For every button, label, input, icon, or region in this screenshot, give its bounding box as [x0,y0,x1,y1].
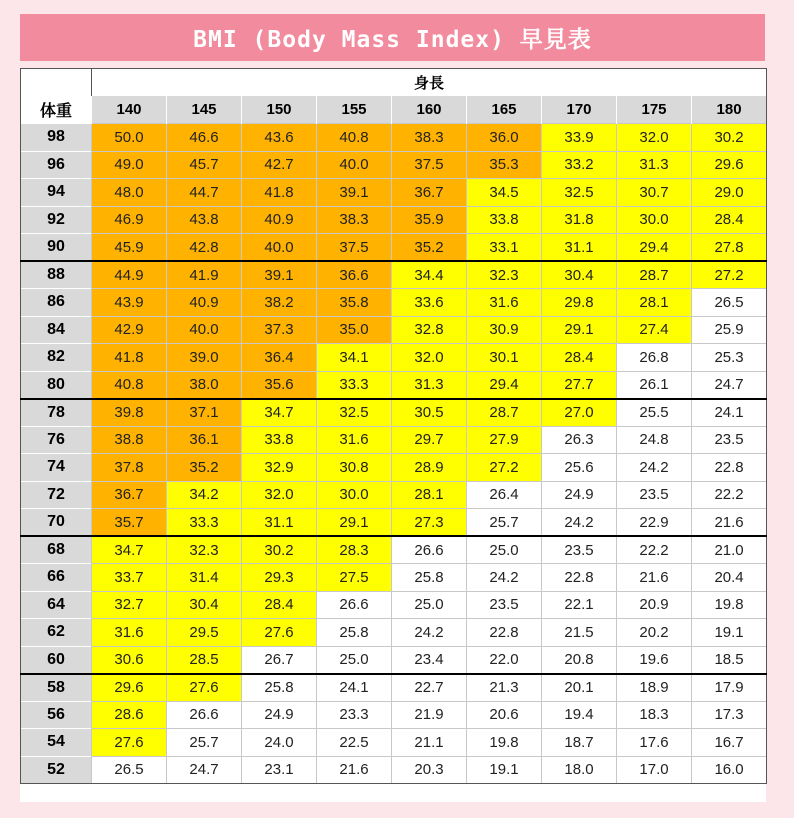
bmi-value-cell: 39.1 [242,261,317,289]
bmi-value-cell: 23.1 [242,756,317,784]
bmi-value-cell: 29.7 [392,426,467,454]
bmi-value-cell: 30.0 [317,481,392,509]
bmi-value-cell: 27.3 [392,509,467,537]
bmi-value-cell: 33.6 [392,289,467,317]
bmi-value-cell: 19.8 [467,729,542,757]
weight-header-cell: 58 [21,674,92,702]
bmi-value-cell: 41.8 [92,344,167,372]
bmi-value-cell: 38.2 [242,289,317,317]
bmi-value-cell: 20.2 [617,619,692,647]
table-row [21,701,767,729]
bmi-value-cell: 29.3 [242,564,317,592]
bmi-value-cell: 45.7 [167,151,242,179]
bmi-value-cell: 33.9 [542,124,617,152]
bmi-value-cell: 30.0 [617,206,692,234]
weight-header-cell: 68 [21,536,92,564]
bmi-value-cell: 24.2 [392,619,467,647]
bmi-value-cell: 18.9 [617,674,692,702]
bmi-value-cell: 23.5 [467,591,542,619]
bmi-value-cell: 28.4 [242,591,317,619]
weight-header-cell: 84 [21,316,92,344]
bmi-value-cell: 35.3 [467,151,542,179]
bmi-value-cell: 26.8 [617,344,692,372]
bmi-value-cell: 24.8 [617,426,692,454]
bmi-value-cell: 29.6 [692,151,767,179]
bmi-value-cell: 30.1 [467,344,542,372]
bmi-value-cell: 33.8 [242,426,317,454]
bmi-value-cell: 31.6 [317,426,392,454]
bmi-value-cell: 37.5 [392,151,467,179]
bmi-value-cell: 34.1 [317,344,392,372]
table-row [21,316,767,344]
weight-header-cell: 64 [21,591,92,619]
bmi-value-cell: 28.7 [467,399,542,427]
bmi-value-cell: 23.5 [542,536,617,564]
bmi-value-cell: 25.3 [692,344,767,372]
bmi-value-cell: 27.6 [92,729,167,757]
bmi-value-cell: 24.1 [692,399,767,427]
bmi-value-cell: 26.3 [542,426,617,454]
bmi-value-cell: 40.9 [242,206,317,234]
bmi-value-cell: 33.7 [92,564,167,592]
bmi-value-cell: 31.6 [467,289,542,317]
bmi-value-cell: 21.6 [692,509,767,537]
bmi-value-cell: 20.3 [392,756,467,784]
bmi-value-cell: 40.0 [242,234,317,262]
bmi-value-cell: 34.2 [167,481,242,509]
bmi-value-cell: 32.3 [467,261,542,289]
table-row [21,591,767,619]
bmi-table-container [20,68,766,802]
bmi-value-cell: 19.6 [617,646,692,674]
bmi-value-cell: 21.6 [317,756,392,784]
bmi-value-cell: 33.2 [542,151,617,179]
bmi-value-cell: 22.9 [617,509,692,537]
weight-header-cell: 82 [21,344,92,372]
bmi-value-cell: 36.6 [317,261,392,289]
bmi-value-cell: 30.5 [392,399,467,427]
bmi-value-cell: 17.9 [692,674,767,702]
bmi-value-cell: 34.4 [392,261,467,289]
bmi-value-cell: 23.4 [392,646,467,674]
bmi-value-cell: 32.9 [242,454,317,482]
bmi-value-cell: 32.8 [392,316,467,344]
bmi-value-cell: 30.6 [92,646,167,674]
bmi-value-cell: 38.3 [317,206,392,234]
bmi-value-cell: 32.5 [542,179,617,207]
bmi-value-cell: 46.9 [92,206,167,234]
bmi-value-cell: 27.0 [542,399,617,427]
height-header-cell: 145 [167,96,242,124]
bmi-value-cell: 31.6 [92,619,167,647]
weight-header-cell: 76 [21,426,92,454]
weight-header-cell: 54 [21,729,92,757]
table-row [21,564,767,592]
table-row [21,536,767,564]
bmi-value-cell: 24.2 [467,564,542,592]
bmi-value-cell: 45.9 [92,234,167,262]
bmi-value-cell: 31.3 [392,371,467,399]
bmi-value-cell: 36.4 [242,344,317,372]
weight-header-cell: 62 [21,619,92,647]
bmi-value-cell: 50.0 [92,124,167,152]
bmi-value-cell: 28.4 [692,206,767,234]
bmi-value-cell: 28.6 [92,701,167,729]
corner-cell [21,69,92,97]
bmi-value-cell: 48.0 [92,179,167,207]
bmi-value-cell: 40.8 [317,124,392,152]
bmi-value-cell: 35.6 [242,371,317,399]
bmi-value-cell: 22.2 [617,536,692,564]
bmi-value-cell: 38.8 [92,426,167,454]
bmi-value-cell: 26.6 [392,536,467,564]
bmi-value-cell: 36.1 [167,426,242,454]
bmi-value-cell: 27.6 [167,674,242,702]
bmi-value-cell: 24.9 [242,701,317,729]
bmi-value-cell: 22.0 [467,646,542,674]
bmi-value-cell: 43.6 [242,124,317,152]
bmi-value-cell: 24.7 [692,371,767,399]
table-row [21,646,767,674]
bmi-value-cell: 21.0 [692,536,767,564]
bmi-value-cell: 41.8 [242,179,317,207]
bmi-value-cell: 21.3 [467,674,542,702]
bmi-value-cell: 30.7 [617,179,692,207]
bmi-value-cell: 30.4 [542,261,617,289]
bmi-value-cell: 29.5 [167,619,242,647]
bmi-value-cell: 49.0 [92,151,167,179]
bmi-value-cell: 42.8 [167,234,242,262]
bmi-value-cell: 18.5 [692,646,767,674]
table-row [21,371,767,399]
bmi-value-cell: 22.8 [692,454,767,482]
bmi-value-cell: 22.8 [542,564,617,592]
bmi-value-cell: 28.4 [542,344,617,372]
bmi-value-cell: 26.7 [242,646,317,674]
bmi-value-cell: 43.8 [167,206,242,234]
bmi-value-cell: 33.8 [467,206,542,234]
bmi-value-cell: 28.9 [392,454,467,482]
bmi-value-cell: 33.3 [167,509,242,537]
bmi-value-cell: 24.7 [167,756,242,784]
bmi-value-cell: 17.6 [617,729,692,757]
bmi-value-cell: 20.4 [692,564,767,592]
bmi-value-cell: 25.7 [167,729,242,757]
bmi-value-cell: 28.1 [617,289,692,317]
bmi-value-cell: 35.0 [317,316,392,344]
bmi-value-cell: 20.1 [542,674,617,702]
bmi-value-cell: 29.4 [617,234,692,262]
bmi-value-cell: 37.5 [317,234,392,262]
bmi-value-cell: 31.1 [242,509,317,537]
bmi-value-cell: 26.5 [692,289,767,317]
bmi-value-cell: 24.1 [317,674,392,702]
bmi-value-cell: 30.4 [167,591,242,619]
table-row [21,261,767,289]
bmi-value-cell: 36.0 [467,124,542,152]
bmi-value-cell: 37.1 [167,399,242,427]
height-header-cell: 175 [617,96,692,124]
weight-header-cell: 86 [21,289,92,317]
bmi-value-cell: 25.0 [392,591,467,619]
bmi-value-cell: 30.9 [467,316,542,344]
weight-header-cell: 98 [21,124,92,152]
height-group-label: 身長 [92,69,767,97]
height-header-cell: 180 [692,96,767,124]
bmi-value-cell: 19.1 [467,756,542,784]
bmi-value-cell: 26.6 [317,591,392,619]
weight-header-cell: 56 [21,701,92,729]
bmi-value-cell: 29.4 [467,371,542,399]
bmi-value-cell: 22.5 [317,729,392,757]
bmi-value-cell: 25.9 [692,316,767,344]
bmi-value-cell: 23.5 [617,481,692,509]
weight-header-cell: 88 [21,261,92,289]
bmi-value-cell: 27.4 [617,316,692,344]
title-bar [20,14,765,61]
bmi-value-cell: 37.3 [242,316,317,344]
table-row [21,674,767,702]
height-header-cell: 160 [392,96,467,124]
bmi-value-cell: 30.2 [692,124,767,152]
bmi-value-cell: 40.0 [317,151,392,179]
bmi-value-cell: 27.2 [692,261,767,289]
bmi-value-cell: 26.4 [467,481,542,509]
bmi-value-cell: 27.9 [467,426,542,454]
bmi-value-cell: 23.3 [317,701,392,729]
bmi-value-cell: 26.5 [92,756,167,784]
bmi-value-cell: 29.1 [542,316,617,344]
bmi-value-cell: 31.8 [542,206,617,234]
bmi-value-cell: 25.8 [242,674,317,702]
table-row [21,344,767,372]
bmi-value-cell: 28.5 [167,646,242,674]
bmi-value-cell: 39.1 [317,179,392,207]
bmi-value-cell: 25.8 [317,619,392,647]
bmi-value-cell: 29.6 [92,674,167,702]
height-header-cell: 140 [92,96,167,124]
bmi-value-cell: 29.1 [317,509,392,537]
table-row [21,454,767,482]
bmi-value-cell: 29.0 [692,179,767,207]
bmi-value-cell: 31.3 [617,151,692,179]
height-header-row [21,96,767,124]
bmi-value-cell: 32.7 [92,591,167,619]
bmi-value-cell: 44.9 [92,261,167,289]
bmi-value-cell: 25.8 [392,564,467,592]
bmi-value-cell: 31.4 [167,564,242,592]
bmi-value-cell: 22.7 [392,674,467,702]
bmi-value-cell: 20.6 [467,701,542,729]
bmi-value-cell: 32.0 [242,481,317,509]
bmi-value-cell: 35.8 [317,289,392,317]
bmi-value-cell: 32.3 [167,536,242,564]
bmi-value-cell: 25.6 [542,454,617,482]
table-row [21,756,767,784]
bmi-value-cell: 21.9 [392,701,467,729]
bmi-value-cell: 19.1 [692,619,767,647]
bmi-value-cell: 38.3 [392,124,467,152]
bmi-value-cell: 20.9 [617,591,692,619]
bmi-value-cell: 35.9 [392,206,467,234]
table-row [21,179,767,207]
table-row [21,206,767,234]
table-row [21,124,767,152]
bmi-value-cell: 18.3 [617,701,692,729]
table-row [21,426,767,454]
bmi-value-cell: 41.9 [167,261,242,289]
bmi-value-cell: 32.0 [617,124,692,152]
bmi-value-cell: 44.7 [167,179,242,207]
bmi-value-cell: 35.2 [392,234,467,262]
weight-header-cell: 90 [21,234,92,262]
bmi-value-cell: 22.1 [542,591,617,619]
height-header-cell: 165 [467,96,542,124]
bmi-value-cell: 21.6 [617,564,692,592]
bmi-value-cell: 17.0 [617,756,692,784]
bmi-value-cell: 32.5 [317,399,392,427]
bmi-table [20,68,767,784]
bmi-value-cell: 38.0 [167,371,242,399]
page-title: BMI (Body Mass Index) 早見表 [193,27,592,53]
table-row [21,619,767,647]
bmi-value-cell: 28.3 [317,536,392,564]
bmi-value-cell: 22.8 [467,619,542,647]
bmi-value-cell: 39.0 [167,344,242,372]
table-row [21,151,767,179]
bmi-value-cell: 25.5 [617,399,692,427]
bmi-value-cell: 25.0 [317,646,392,674]
bmi-value-cell: 24.2 [617,454,692,482]
table-row [21,509,767,537]
weight-header-cell: 96 [21,151,92,179]
height-group-header-row [21,69,767,97]
bmi-value-cell: 26.6 [167,701,242,729]
bmi-value-cell: 42.7 [242,151,317,179]
bmi-value-cell: 42.9 [92,316,167,344]
bmi-value-cell: 43.9 [92,289,167,317]
bmi-value-cell: 40.9 [167,289,242,317]
bmi-value-cell: 27.5 [317,564,392,592]
bmi-value-cell: 27.8 [692,234,767,262]
bmi-value-cell: 25.7 [467,509,542,537]
bmi-value-cell: 30.2 [242,536,317,564]
height-header-cell: 170 [542,96,617,124]
bmi-value-cell: 34.5 [467,179,542,207]
bmi-value-cell: 18.7 [542,729,617,757]
table-row [21,289,767,317]
bmi-value-cell: 29.8 [542,289,617,317]
weight-header-cell: 66 [21,564,92,592]
bmi-value-cell: 37.8 [92,454,167,482]
bmi-value-cell: 24.9 [542,481,617,509]
bmi-table-body [21,124,767,784]
bmi-value-cell: 19.8 [692,591,767,619]
bmi-value-cell: 46.6 [167,124,242,152]
bmi-value-cell: 24.2 [542,509,617,537]
bmi-value-cell: 27.6 [242,619,317,647]
bmi-value-cell: 34.7 [92,536,167,564]
table-row [21,729,767,757]
bmi-value-cell: 35.7 [92,509,167,537]
table-row [21,399,767,427]
bmi-value-cell: 36.7 [92,481,167,509]
table-row [21,234,767,262]
bmi-value-cell: 28.1 [392,481,467,509]
bmi-value-cell: 33.3 [317,371,392,399]
weight-header-cell: 72 [21,481,92,509]
bmi-value-cell: 28.7 [617,261,692,289]
bmi-value-cell: 16.0 [692,756,767,784]
table-row [21,481,767,509]
bmi-value-cell: 19.4 [542,701,617,729]
bmi-value-cell: 21.5 [542,619,617,647]
bmi-value-cell: 22.2 [692,481,767,509]
height-header-cell: 155 [317,96,392,124]
weight-header-cell: 78 [21,399,92,427]
bmi-value-cell: 20.8 [542,646,617,674]
bmi-value-cell: 17.3 [692,701,767,729]
bmi-value-cell: 34.7 [242,399,317,427]
bmi-value-cell: 25.0 [467,536,542,564]
bmi-value-cell: 18.0 [542,756,617,784]
bmi-value-cell: 27.7 [542,371,617,399]
bmi-value-cell: 16.7 [692,729,767,757]
bmi-value-cell: 24.0 [242,729,317,757]
bmi-value-cell: 31.1 [542,234,617,262]
height-header-cell: 150 [242,96,317,124]
weight-header-cell: 94 [21,179,92,207]
weight-column-label: 体重 [21,96,92,124]
bmi-value-cell: 23.5 [692,426,767,454]
weight-header-cell: 92 [21,206,92,234]
bmi-value-cell: 39.8 [92,399,167,427]
bmi-value-cell: 21.1 [392,729,467,757]
weight-header-cell: 74 [21,454,92,482]
bmi-value-cell: 27.2 [467,454,542,482]
bmi-value-cell: 40.8 [92,371,167,399]
bmi-value-cell: 33.1 [467,234,542,262]
weight-header-cell: 80 [21,371,92,399]
bmi-value-cell: 40.0 [167,316,242,344]
bmi-value-cell: 35.2 [167,454,242,482]
weight-header-cell: 52 [21,756,92,784]
bmi-value-cell: 26.1 [617,371,692,399]
bmi-value-cell: 30.8 [317,454,392,482]
weight-header-cell: 70 [21,509,92,537]
weight-header-cell: 60 [21,646,92,674]
bmi-value-cell: 36.7 [392,179,467,207]
bmi-value-cell: 32.0 [392,344,467,372]
